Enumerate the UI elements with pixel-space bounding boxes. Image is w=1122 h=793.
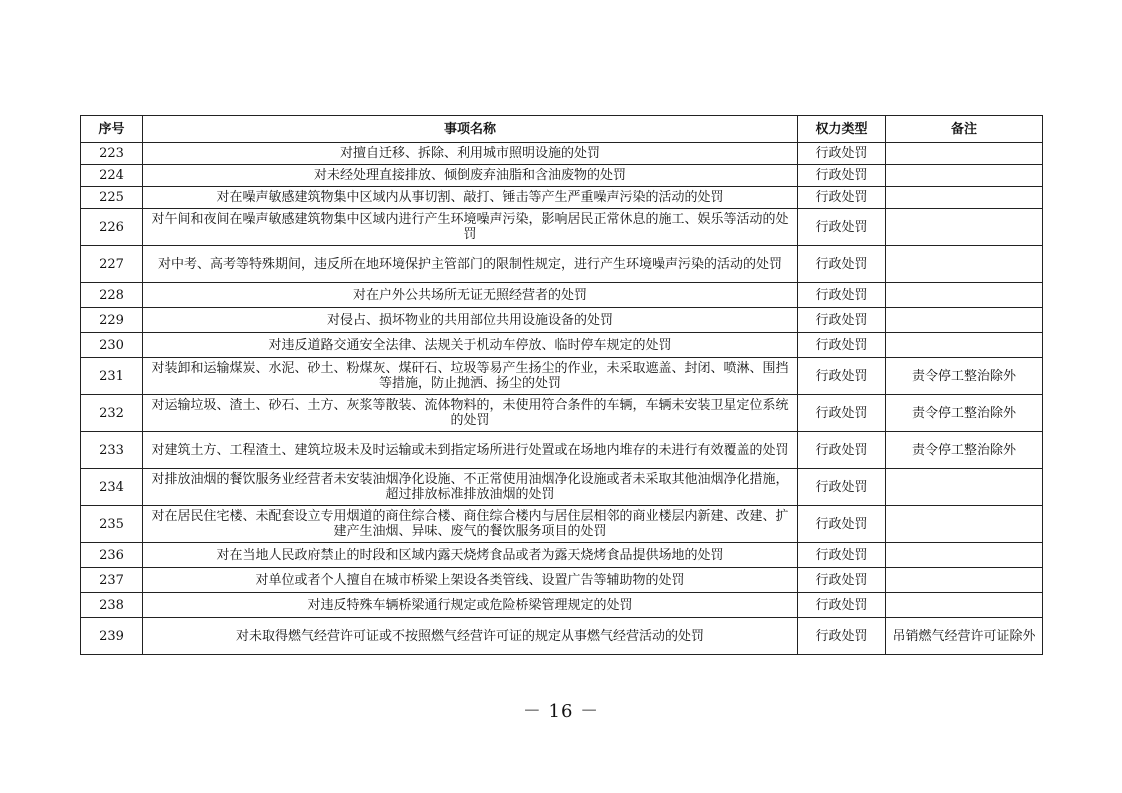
table-row: [81, 308, 1043, 333]
table-row: [81, 209, 1043, 246]
row-power-type: 行政处罚: [798, 568, 886, 593]
row-serial-number: 223: [81, 143, 143, 165]
row-power-type: 行政处罚: [798, 308, 886, 333]
header-power-type: 权力类型: [798, 116, 886, 143]
row-serial-number: 237: [81, 568, 143, 593]
row-item-name: 对在户外公共场所无证无照经营者的处罚: [143, 283, 798, 308]
row-serial-number: 236: [81, 543, 143, 568]
row-serial-number: 225: [81, 187, 143, 209]
row-remarks: [886, 469, 1043, 506]
table-row: [81, 333, 1043, 358]
row-power-type: 行政处罚: [798, 543, 886, 568]
row-power-type: 行政处罚: [798, 165, 886, 187]
row-power-type: 行政处罚: [798, 358, 886, 395]
table-row: [81, 143, 1043, 165]
row-serial-number: 232: [81, 395, 143, 432]
row-item-name: 对在居民住宅楼、未配套设立专用烟道的商住综合楼、商住综合楼内与居住层相邻的商业楼层内新建、改建、扩建产生油烟、异味、废气的餐饮服务项目的处罚: [143, 506, 798, 543]
row-item-name: 对未经处理直接排放、倾倒废弃油脂和含油废物的处罚: [143, 165, 798, 187]
row-item-name: 对在当地人民政府禁止的时段和区域内露天烧烤食品或者为露天烧烤食品提供场地的处罚: [143, 543, 798, 568]
row-remarks: [886, 506, 1043, 543]
table-row: [81, 246, 1043, 283]
row-item-name: 对未取得燃气经营许可证或不按照燃气经营许可证的规定从事燃气经营活动的处罚: [143, 618, 798, 655]
row-serial-number: 228: [81, 283, 143, 308]
row-power-type: 行政处罚: [798, 333, 886, 358]
row-power-type: 行政处罚: [798, 187, 886, 209]
table-row: [81, 283, 1043, 308]
table-row: [81, 506, 1043, 543]
row-remarks: [886, 593, 1043, 618]
row-serial-number: 229: [81, 308, 143, 333]
row-remarks: [886, 246, 1043, 283]
row-serial-number: 239: [81, 618, 143, 655]
row-serial-number: 224: [81, 165, 143, 187]
table-row: [81, 187, 1043, 209]
row-item-name: 对侵占、损坏物业的共用部位共用设施设备的处罚: [143, 308, 798, 333]
table-row: [81, 618, 1043, 655]
row-serial-number: 227: [81, 246, 143, 283]
row-item-name: 对装卸和运输煤炭、水泥、砂土、粉煤灰、煤矸石、垃圾等易产生扬尘的作业，未采取遮盖、封闭、喷淋、围挡等措施，防止抛洒、扬尘的处罚: [143, 358, 798, 395]
row-serial-number: 233: [81, 432, 143, 469]
table-row: [81, 568, 1043, 593]
table-row: [81, 469, 1043, 506]
table-row: [81, 432, 1043, 469]
table-row: [81, 593, 1043, 618]
row-item-name: 对单位或者个人擅自在城市桥梁上架设各类管线、设置广告等辅助物的处罚: [143, 568, 798, 593]
row-power-type: 行政处罚: [798, 209, 886, 246]
row-remarks: 吊销燃气经营许可证除外: [886, 618, 1043, 655]
row-power-type: 行政处罚: [798, 395, 886, 432]
row-remarks: [886, 333, 1043, 358]
row-item-name: 对在噪声敏感建筑物集中区域内从事切割、敲打、锤击等产生严重噪声污染的活动的处罚: [143, 187, 798, 209]
row-item-name: 对建筑土方、工程渣土、建筑垃圾未及时运输或未到指定场所进行处置或在场地内堆存的未进行有效覆盖的处罚: [143, 432, 798, 469]
row-remarks: 责令停工整治除外: [886, 395, 1043, 432]
table-row: [81, 165, 1043, 187]
row-power-type: 行政处罚: [798, 506, 886, 543]
row-power-type: 行政处罚: [798, 246, 886, 283]
row-remarks: [886, 568, 1043, 593]
header-item-name: 事项名称: [143, 116, 798, 143]
table-row: [81, 395, 1043, 432]
table-row: [81, 358, 1043, 395]
header-remarks: 备注: [886, 116, 1043, 143]
row-serial-number: 235: [81, 506, 143, 543]
row-power-type: 行政处罚: [798, 618, 886, 655]
row-remarks: [886, 143, 1043, 165]
row-remarks: [886, 543, 1043, 568]
row-item-name: 对违反道路交通安全法律、法规关于机动车停放、临时停车规定的处罚: [143, 333, 798, 358]
row-remarks: [886, 165, 1043, 187]
row-serial-number: 226: [81, 209, 143, 246]
row-remarks: 责令停工整治除外: [886, 432, 1043, 469]
row-serial-number: 238: [81, 593, 143, 618]
row-remarks: [886, 283, 1043, 308]
page-number: － 16 －: [522, 701, 600, 722]
row-remarks: [886, 209, 1043, 246]
row-remarks: [886, 187, 1043, 209]
row-remarks: 责令停工整治除外: [886, 358, 1043, 395]
header-serial-number: 序号: [81, 116, 143, 143]
row-item-name: 对中考、高考等特殊期间，违反所在地环境保护主管部门的限制性规定，进行产生环境噪声污染的活动的处罚: [143, 246, 798, 283]
row-item-name: 对违反特殊车辆桥梁通行规定或危险桥梁管理规定的处罚: [143, 593, 798, 618]
row-item-name: 对排放油烟的餐饮服务业经营者未安装油烟净化设施、不正常使用油烟净化设施或者未采取其他油烟净化措施，超过排放标准排放油烟的处罚: [143, 469, 798, 506]
row-power-type: 行政处罚: [798, 143, 886, 165]
row-item-name: 对运输垃圾、渣土、砂石、土方、灰浆等散装、流体物料的，未使用符合条件的车辆，车辆未安装卫星定位系统的处罚: [143, 395, 798, 432]
row-item-name: 对擅自迁移、拆除、利用城市照明设施的处罚: [143, 143, 798, 165]
row-power-type: 行政处罚: [798, 593, 886, 618]
row-remarks: [886, 308, 1043, 333]
power-list-table: [80, 115, 1043, 655]
row-power-type: 行政处罚: [798, 469, 886, 506]
table-row: [81, 543, 1043, 568]
row-serial-number: 234: [81, 469, 143, 506]
row-power-type: 行政处罚: [798, 432, 886, 469]
row-item-name: 对午间和夜间在噪声敏感建筑物集中区域内进行产生环境噪声污染，影响居民正常休息的施工、娱乐等活动的处罚: [143, 209, 798, 246]
row-serial-number: 230: [81, 333, 143, 358]
row-serial-number: 231: [81, 358, 143, 395]
row-power-type: 行政处罚: [798, 283, 886, 308]
table-header-row: [81, 116, 1043, 143]
